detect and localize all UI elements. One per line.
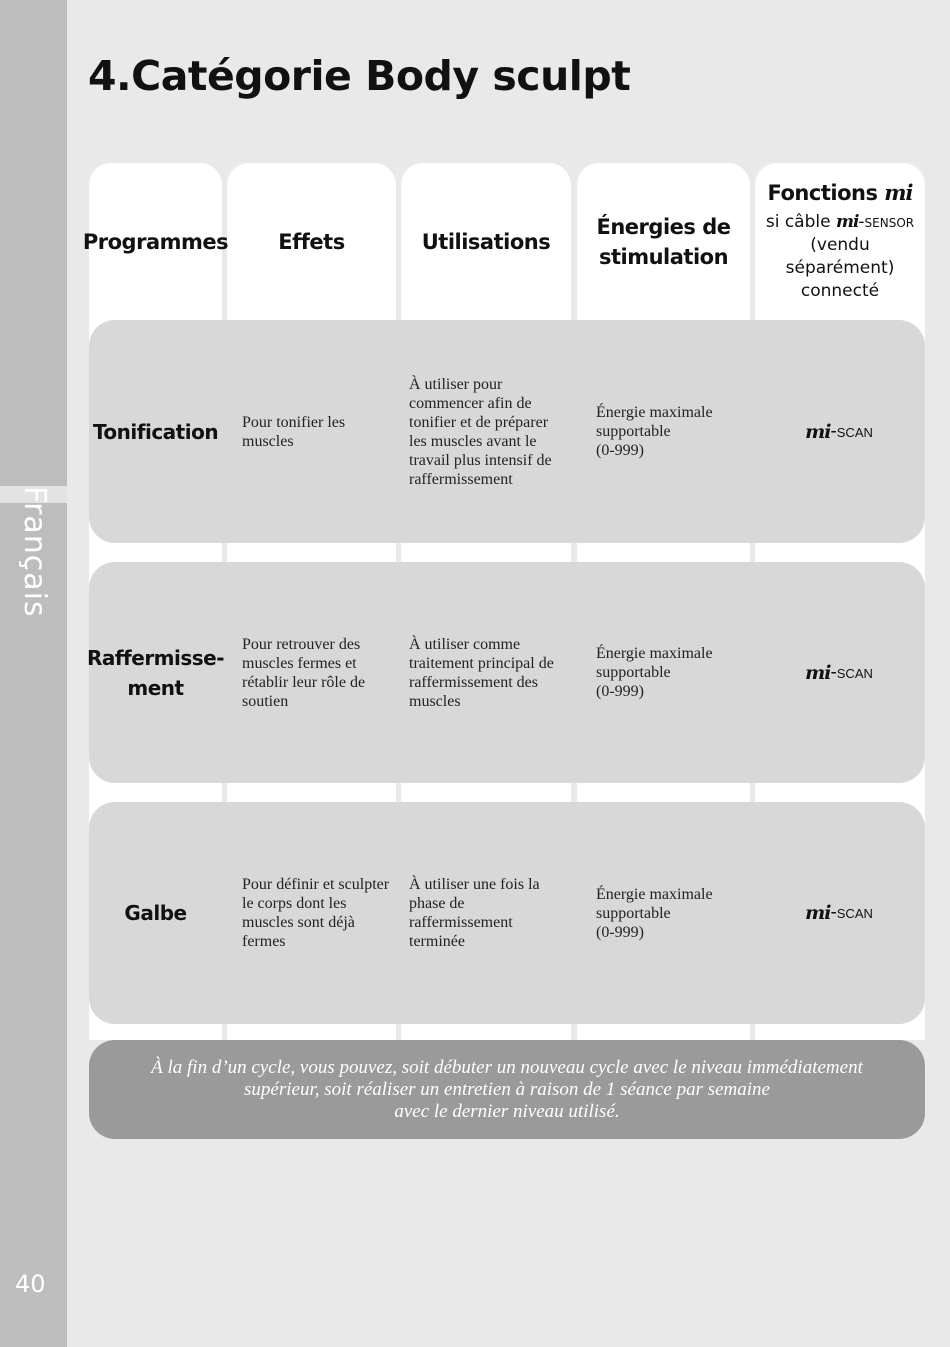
programme-name: Galbe: [124, 901, 187, 925]
header-fonctions-cable: [766, 211, 914, 234]
page-title: 4.Catégorie Body sculpt: [88, 52, 631, 100]
effet-text: Pour définir et sculpter le corps dont les muscles sont déjà fermes: [242, 876, 390, 950]
energie-line: Énergie maximale: [596, 404, 713, 421]
sensor-label: -sensor: [858, 212, 915, 232]
scan-label: -scan: [830, 661, 873, 683]
energie-text: [596, 802, 741, 1024]
fonction-mi-scan: [755, 562, 923, 783]
header-fonctions: [755, 163, 925, 320]
effet-text: Pour retrouver des muscles fermes et rétablir leur rôle de soutien: [242, 635, 366, 710]
language-label: Français: [17, 486, 52, 618]
energie-line: supportable: [596, 664, 671, 681]
programme-name: Raffermisse-ment: [86, 645, 225, 700]
energie-text: [596, 562, 741, 783]
scan-label: -scan: [830, 902, 873, 923]
utilisation-text: À utiliser pour commencer afin de tonifier et de préparer les muscles avant le travail plus intensif de raffermissement: [409, 375, 552, 488]
scan-label: -scan: [830, 420, 873, 442]
header-utilisations: [401, 163, 571, 320]
mi-logo-icon: mi: [884, 180, 913, 205]
header-energies-label: Énergies de stimulation: [596, 214, 731, 269]
page-number: 40: [15, 1270, 46, 1298]
header-fonctions-connecte: connecté: [800, 281, 880, 301]
mi-logo-icon: mi: [805, 420, 831, 443]
footer-note-text: À la fin d’un cycle, vous pouvez, soit débuter un nouveau cycle avec le niveau immédiatement supérieur, soit réaliser un entretien à raison de 1 séance par semaine avec le dernier niveau utilisé.: [151, 1056, 863, 1122]
fonction-mi-scan: [755, 802, 923, 1024]
header-fonctions-cable-text: si câble: [765, 212, 836, 232]
sidebar: [0, 0, 67, 1347]
fonction-mi-scan: [755, 320, 923, 543]
footer-note: [89, 1040, 925, 1139]
header-effets-label: Effets: [278, 229, 345, 254]
energie-line: Énergie maximale: [596, 645, 713, 662]
utilisation-text: À utiliser une fois la phase de raffermissement terminée: [409, 876, 540, 950]
header-fonctions-title: [768, 180, 913, 205]
mi-logo-icon: mi: [805, 661, 831, 684]
effet-text: Pour tonifier les muscles: [242, 413, 346, 450]
programme-name: Tonification: [92, 419, 219, 444]
mi-logo-icon: mi: [835, 212, 859, 232]
energie-range: (0-999): [596, 442, 644, 459]
header-fonctions-separement: séparément): [785, 258, 895, 278]
header-effets: [227, 163, 396, 320]
energie-line: supportable: [596, 904, 671, 922]
energie-range: (0-999): [596, 923, 644, 941]
header-programmes-label: Programmes: [82, 229, 229, 254]
header-energies: [585, 163, 742, 320]
energie-text: [596, 320, 741, 543]
mi-logo-icon: mi: [805, 902, 831, 924]
utilisation-text: À utiliser comme traitement principal de raffermissement des muscles: [409, 635, 554, 710]
energie-line: Énergie maximale: [596, 885, 713, 903]
header-programmes: [82, 163, 229, 320]
header-utilisations-label: Utilisations: [421, 229, 551, 254]
header-fonctions-label: Fonctions: [767, 181, 878, 205]
energie-line: supportable: [596, 423, 671, 440]
energie-range: (0-999): [596, 683, 644, 700]
header-fonctions-vendu: (vendu: [810, 235, 870, 255]
